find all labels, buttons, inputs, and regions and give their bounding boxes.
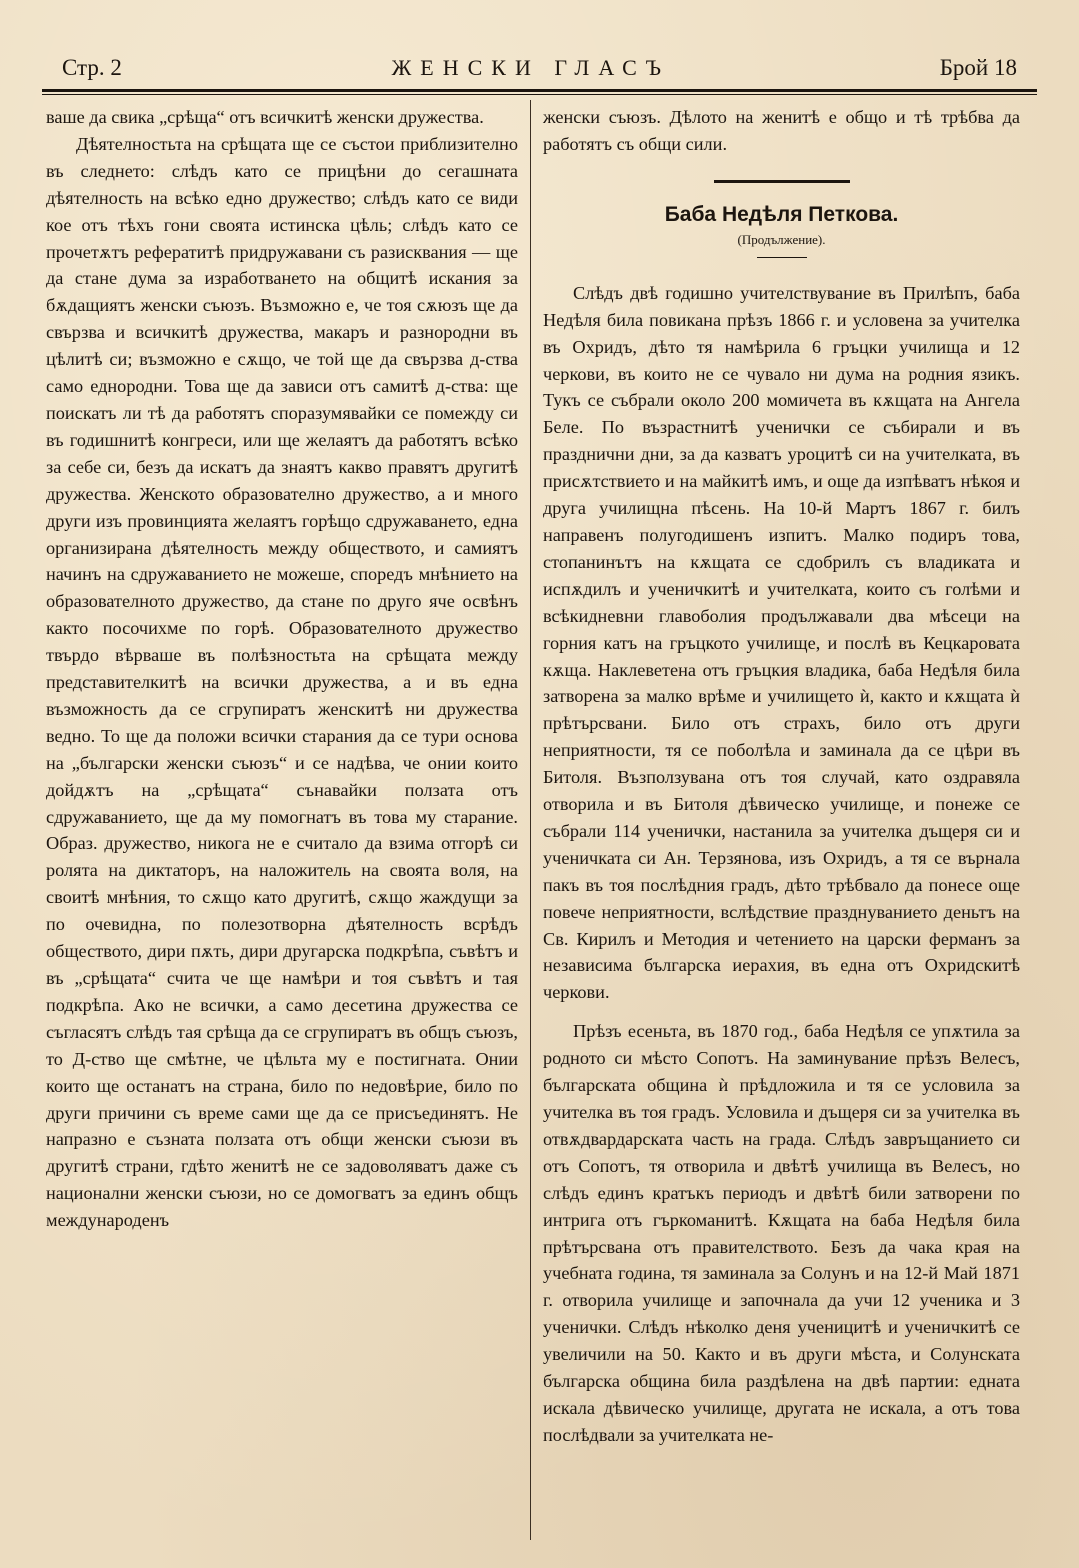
paragraph: Прѣзъ есеньта, въ 1870 год., баба Недѣля се упѫтила за родното си мѣсто Сопотъ. На заминувание прѣзъ Велесъ, българската община ѝ прѣдложила и тя се условила за учителка въ тоя градъ. Условила и дъщеря си за учителка въ отвѫдвардарската часть на града. Слѣдъ завръщанието си отъ Сопотъ, тя отворила и двѣтѣ училища въ Велесъ, но слѣдъ единъ кратъкъ периодъ и двѣтѣ били затворени по интрига отъ гъркоманитѣ. Кѫщата на баба Недѣля била прѣтърсвана отъ правителството. Безъ да чака края на учебната година, тя заминала за Солунъ и на 12-й Май 1871 г. отворила училище и започнала да учи 12 ученика и 3 ученички. Слѣдъ нѣколко деня ученицитѣ и ученичкитѣ се увеличили на 50. Както и въ други мѣста, и Солунската българска община била раздѣлена на двѣ партии: едната искала дѣвическо училище, другата не искала, а отъ това послѣдвали за учителката не- xyxy=(543,1021,1020,1445)
title-underline xyxy=(757,257,807,258)
paragraph: Дѣятелностьта на срѣщата ще се състои приблизително въ следнето: слѣдъ като се прицѣни до сегашната дѣятелность на всѣко едно дружество; слѣдъ като се види кое отъ тѣхъ гони своята истинска цѣль; слѣдъ като се прочетѫтъ рефератитѣ придружавани съ разисквания — ще да стане дума за изработването на общитѣ искания за бѫдащиятъ женски съюзъ. Възможно е, че тоя сѫюзъ ще да свързва и всичкитѣ дружества, макаръ и разнородни въ цѣлитѣ си; възможно е сѫщо, че той ще да свързва д-ства само еднородни. Това ще да зависи отъ самитѣ д-ства: ще поискатъ ли тѣ да работятъ споразумявайки се помежду си въ годишнитѣ конгреси, или ще желаятъ да работятъ всѣко за себе си, безъ да искатъ да знаятъ какво правятъ другитѣ дружества. Женското образователно дружество, а и много други изъ провинцията желаятъ горѣщо сдружаването, една организирана дѣятелность между обществото, и самиятъ начинъ на сдружаванието не можеше, споредъ мнѣнието на образователното дружество, да стане по друго яче освѣнъ както посочихме по горѣ. Образователното дружество твърдо вѣрваше въ полѣзностьта на срѣщата между представителкитѣ на всички дружества, а и въ една възможность да се сгрупиратъ женскитѣ ни дружества ведно. То ще да положи всички старания да се тури основа на „български женски съюзъ“ и се надѣва, че онии които дойдѫтъ на „срѣщата“ сънавайки ползата отъ сдружаванието, ще да му помогнатъ въ това му старание. Образ. дружество, никога не е считало да взима отгорѣ си ролята на диктаторъ, на наложитель на своята воля, на своитѣ мнѣния, то сѫщо като другитѣ, сѫщо жаждущи за по очевидна, по полезотворна дѣятелность всрѣдъ обществото, дири пѫть, дири другарска подкрѣпа, съвѣтъ и въ „срѣщата“ счита че ще намѣри и тоя съвѣтъ и тая подкрѣпа. Ако не всички, а само десетина дружества се съгласятъ слѣдъ тая срѣща да се сгрупиратъ въ общъ съюзъ, то Д-ство ще смѣтне, че цѣльта му е постигната. Онии които ще останатъ на страна, било по недовѣрие, било по други причини съ време сами ще да се присъединятъ. Не напразно е съзната ползата отъ общи женски съюзи въ другитѣ страни, гдѣто женитѣ не се задоволяватъ даже съ национални женски съюзи, но се домогватъ за единъ общъ международенъ xyxy=(46,133,518,1231)
right-column xyxy=(543,104,1020,1449)
paragraph-gap xyxy=(543,1006,1020,1018)
column-divider xyxy=(530,100,531,1540)
paragraph: Слѣдъ двѣ годишно учителствувание въ Прилѣпъ, баба Недѣля била повикана прѣзъ 1866 г. и условена за учителка въ Охридъ, дѣто тя намѣрила 6 гръцки училища и 12 черкови, въ които не се чувало ни дума на родния язикъ. Тукъ се събрали около 200 момичета въ кѫщата на Ангела Беле. По възрастнитѣ ученички се събирали и въ празднични дни, за да казватъ уроцитѣ си на учителката, въ присѫтствието и на майкитѣ имъ, и още да изпѣватъ нѣкоя и друга училищна пѣсень. На 10-й Мартъ 1867 г. билъ направенъ полугодишенъ изпитъ. Малко подиръ това, стопанинътъ на кѫщата се сдобрилъ съ владиката и испѫдилъ и ученичкитѣ и учителката, които съ голѣми и всѣкидневни главоболия продължавали два мѣсеци на горния катъ на гръцкото училище, и послѣ въ Кецкаровата кѫща. Наклеветена отъ гръцкия владика, баба Недѣля била затворена за малко врѣме и училището ѝ, както и кѫщата ѝ прѣтърсвани. Било отъ страхъ, било отъ други неприятности, тя се поболѣла и заминала да се цѣри въ Битоля. Възползувана отъ тоя случай, като оздравяла отворила и въ Битоля дѣвическо училище, и понеже се събрали 114 ученички, настанила за учителка дъщеря си и ученичката си Ан. Терзянова, изъ Охридъ, а тя се върнала пакъ въ тоя послѣдния градъ, дѣто трѣбвало да понесе още повече неприятности, вслѣдствие празднуванието деньтъ на Св. Кирилъ и Методия и четението на царски ферманъ за независима българска иерахия, въ една отъ Охридскитѣ черкови. xyxy=(543,282,1020,1003)
article-title: Баба Недѣля Петкова. xyxy=(664,202,899,226)
left-column xyxy=(46,104,518,1234)
page-header xyxy=(62,40,1017,82)
header-rule xyxy=(42,89,1037,92)
section-separator xyxy=(714,180,850,183)
paragraph-continued: ваше да свика „срѣща“ отъ всичкитѣ женски дружества. xyxy=(46,107,484,127)
page-number: Стр. 2 xyxy=(62,55,122,80)
issue-number: Брой 18 xyxy=(939,55,1017,80)
paragraph-continued: женски съюзъ. Дѣлото на женитѣ е общо и тѣ трѣбва да работятъ съ общи сили. xyxy=(543,107,1020,154)
header-rule-thin xyxy=(42,94,1037,95)
newspaper-title: ЖЕНСКИ ГЛАСЪ xyxy=(391,55,671,80)
article-subtitle: (Продължение). xyxy=(737,231,826,247)
